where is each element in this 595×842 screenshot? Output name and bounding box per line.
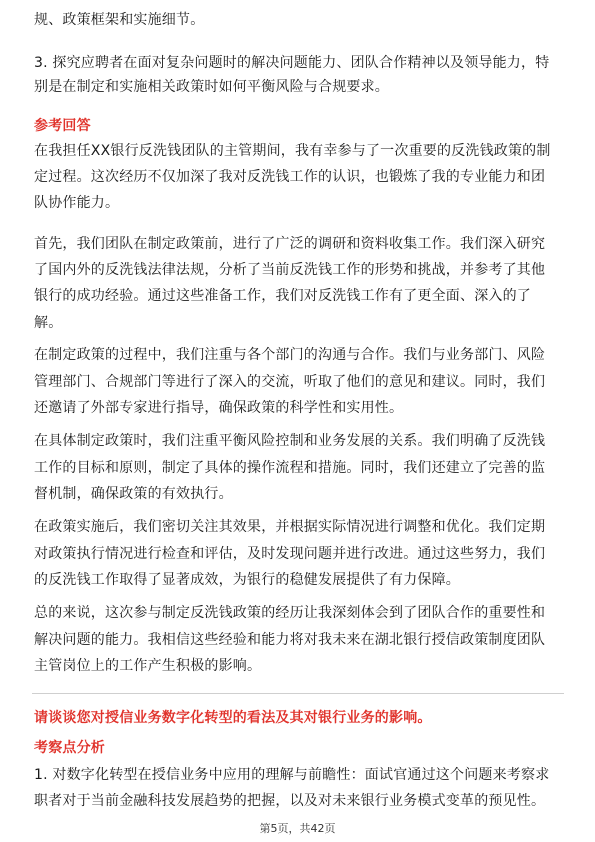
- text-line: 了国内外的反洗钱法律法规，分析了当前反洗钱工作的形势和挑战，并参考了其他: [34, 262, 546, 278]
- section-divider: [32, 693, 564, 694]
- text-line: 首先，我们团队在制定政策前，进行了广泛的调研和资料收集工作。我们深入研究: [34, 236, 546, 252]
- text-line: 主管岗位上的工作产生积极的影响。: [34, 658, 262, 674]
- text-line: 队协作能力。: [34, 195, 120, 211]
- text-line: 别是在制定和实施相关政策时如何平衡风险与合规要求。: [34, 79, 389, 95]
- text-line: 3. 探究应聘者在面对复杂问题时的解决问题能力、团队合作精神以及领导能力，特: [34, 55, 550, 71]
- text-line: 定过程。这次经历不仅加深了我对反洗钱工作的认识，也锻炼了我的专业能力和团: [34, 169, 546, 185]
- page-footer: 第5页，共42页: [259, 822, 336, 835]
- text-line: 银行的成功经验。通过这些准备工作，我们对反洗钱工作有了更全面、深入的了: [34, 288, 531, 304]
- text-line: 督机制，确保政策的有效执行。: [34, 486, 233, 502]
- text-line: 在政策实施后，我们密切关注其效果，并根据实际情况进行调整和优化。我们定期: [34, 519, 546, 535]
- text-line: 解决问题的能力。我相信这些经验和能力将对我未来在湖北银行授信政策制度团队: [34, 632, 546, 648]
- section-heading: 考察点分析: [34, 740, 105, 756]
- text-line: 还邀请了外部专家进行指导，确保政策的科学性和实用性。: [34, 400, 404, 416]
- text-line: 1. 对数字化转型在授信业务中应用的理解与前瞻性：面试官通过这个问题来考察求: [34, 767, 550, 783]
- text-line: 解。: [34, 315, 63, 331]
- text-line: 在我担任XX银行反洗钱团队的主管期间，我有幸参与了一次重要的反洗钱政策的制: [34, 143, 551, 159]
- text-line: 在具体制定政策时，我们注重平衡风险控制和业务发展的关系。我们明确了反洗钱: [34, 433, 546, 449]
- text-line: 管理部门、合规部门等进行了深入的交流，听取了他们的意见和建议。同时，我们: [34, 374, 546, 390]
- text-line: 的反洗钱工作取得了显著成效，为银行的稳健发展提供了有力保障。: [34, 572, 460, 588]
- section-heading: 请谈谈您对授信业务数字化转型的看法及其对银行业务的影响。: [34, 710, 432, 726]
- section-heading: 参考回答: [34, 118, 91, 134]
- text-line: 在制定政策的过程中，我们注重与各个部门的沟通与合作。我们与业务部门、风险: [34, 347, 546, 363]
- text-line: 对政策执行情况进行检查和评估，及时发现问题并进行改进。通过这些努力，我们: [34, 546, 546, 562]
- text-line: 总的来说，这次参与制定反洗钱政策的经历让我深刻体会到了团队合作的重要性和: [34, 605, 546, 621]
- text-line: 工作的目标和原则，制定了具体的操作流程和措施。同时，我们还建立了完善的监: [34, 460, 546, 476]
- text-line: 规、政策框架和实施细节。: [34, 12, 205, 28]
- text-line: 职者对于当前金融科技发展趋势的把握，以及对未来银行业务模式变革的预见性。: [34, 793, 546, 809]
